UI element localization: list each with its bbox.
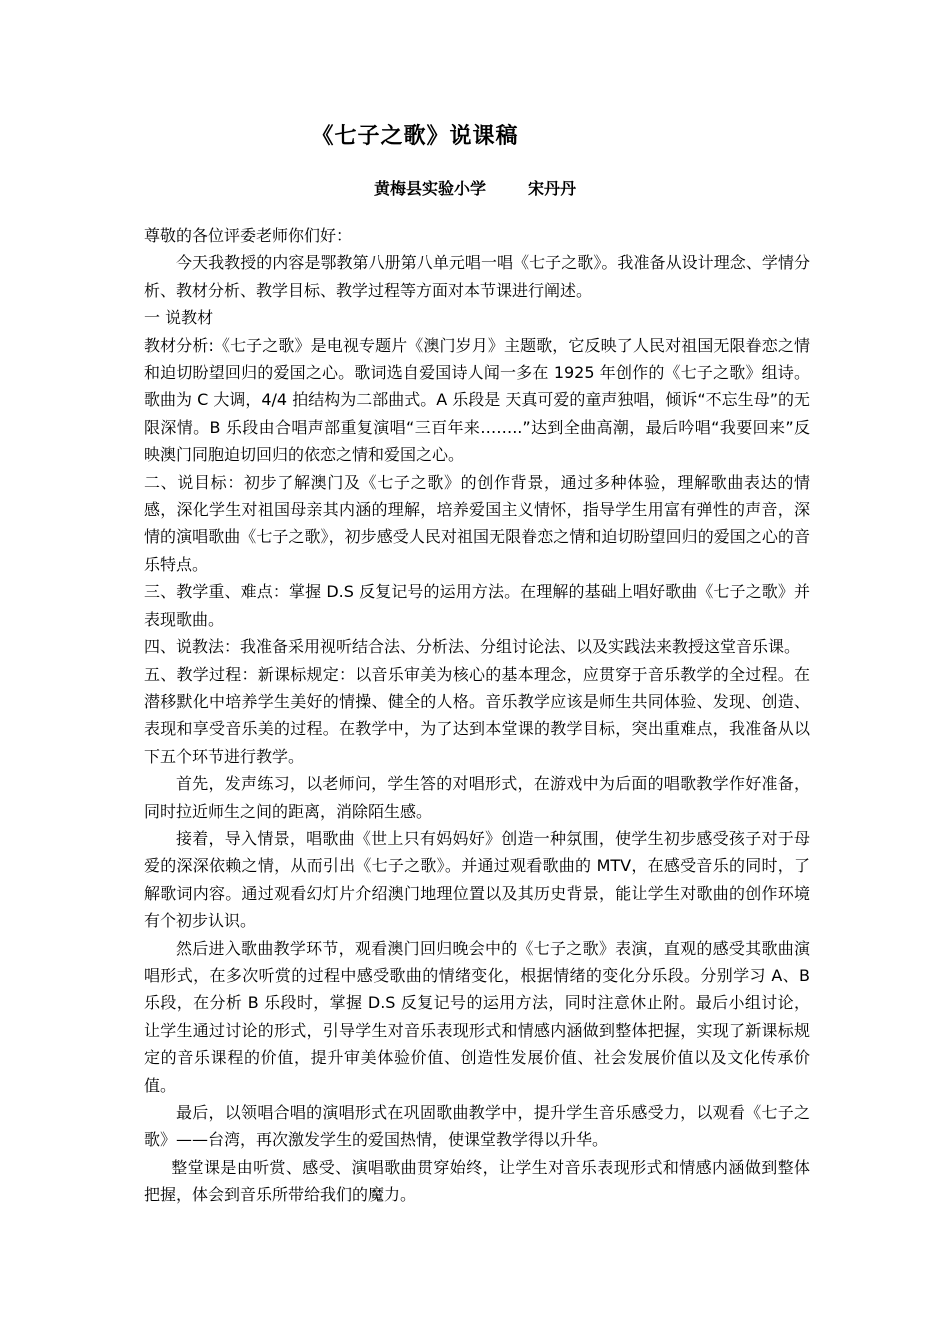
objectives-paragraph: 二、说目标：初步了解澳门及《七子之歌》的创作背景，通过多种体验，理解歌曲表达的情感，深化学生对祖国母亲其内涵的理解，培养爱国主义情怀，指导学生用富有弹性的声音，深情的演唱歌曲《七子之歌》，初步感受人民对祖国无限眷恋之情和迫切盼望回归的爱国之心的音乐特点。 <box>144 472 810 574</box>
step-warmup-paragraph: 首先，发声练习，以老师问，学生答的对唱形式，在游戏中为后面的唱歌教学作好准备，同时拉近师生之间的距离，消除陌生感。 <box>144 774 810 821</box>
teaching-process-paragraph: 五、教学过程：新课标规定：以音乐审美为核心的基本理念，应贯穿于音乐教学的全过程。在潜移默化中培养学生美好的情操、健全的人格。音乐教学应该是师生共同体验、发现、创造、表现和享受音乐美的过程。在教学中，为了达到本堂课的教学目标，突出重难点，我准备从以下五个环节进行教学。 <box>144 664 810 766</box>
intro-paragraph: 今天我教授的内容是鄂教第八册第八单元唱一唱《七子之歌》。我准备从设计理念、学情分析、教材分析、教学目标、教学过程等方面对本节课进行阐述。 <box>144 253 810 300</box>
school-name: 黄梅县实验小学 <box>373 179 486 198</box>
greeting: 尊敬的各位评委老师你们好： <box>144 226 353 245</box>
document-body <box>144 222 810 1209</box>
materials-analysis-paragraph: 教材分析:《七子之歌》是电视专题片《澳门岁月》主题歌，它反映了人民对祖国无限眷恋之情和迫切盼望回归的爱国之心。歌词选自爱国诗人闻一多在 1925 年创作的《七子之歌》组诗。歌曲为 C 大调，4/4 拍结构为二部曲式。A 乐段是 天真可爱的童声独唱，倾诉“不忘生母”的无限深情。B 乐段由合唱声部重复演唱“三百年来……..”达到全曲高潮，最后吟唱“我要回来”反映澳门同胞迫切回归的依恋之情和爱国之心。 <box>144 335 810 465</box>
step-introduction-paragraph: 接着，导入情景，唱歌曲《世上只有妈妈好》创造一种氛围，使学生初步感受孩子对于母爱的深深依赖之情，从而引出《七子之歌》。并通过观看歌曲的 MTV，在感受音乐的同时，了解歌词内容。通过观看幻灯片介绍澳门地理位置以及其历史背景，能让学生对歌曲的创作环境有个初步认识。 <box>144 828 810 931</box>
section-heading-materials: 一 说教材 <box>144 308 214 328</box>
byline <box>0 176 950 199</box>
page-title: 《七子之歌》说课稿 <box>311 124 519 149</box>
teaching-methods-paragraph: 四、说教法：我准备采用视听结合法、分析法、分组讨论法、以及实践法来教授这堂音乐课。 <box>144 637 801 657</box>
step-final-paragraph: 最后，以领唱合唱的演唱形式在巩固歌曲教学中，提升学生音乐感受力，以观看《七子之歌》——台湾，再次激发学生的爱国热情，使课堂教学得以升华。 <box>144 1103 810 1150</box>
key-points-paragraph: 三、教学重、难点：掌握 D.S 反复记号的运用方法。在理解的基础上唱好歌曲《七子之歌》并表现歌曲。 <box>144 582 810 629</box>
step-song-teaching-paragraph: 然后进入歌曲教学环节，观看澳门回归晚会中的《七子之歌》表演，直观的感受其歌曲演唱形式，在多次听赏的过程中感受歌曲的情绪变化，根据情绪的变化分乐段。分别学习 A、B 乐段，在分析 B 乐段时，掌握 D.S 反复记号的运用方法，同时注意休止附。最后小组讨论，让学生通过讨论的形式，引导学生对音乐表现形式和情感内涵做到整体把握，实现了新课标规定的音乐课程的价值，提升审美体验价值、创造性发展价值、社会发展价值以及文化传承价值。 <box>144 938 810 1095</box>
summary-paragraph: 整堂课是由听赏、感受、演唱歌曲贯穿始终，让学生对音乐表现形式和情感内涵做到整体把握，体会到音乐所带给我们的魔力。 <box>144 1157 810 1205</box>
author-name: 宋丹丹 <box>528 179 577 198</box>
